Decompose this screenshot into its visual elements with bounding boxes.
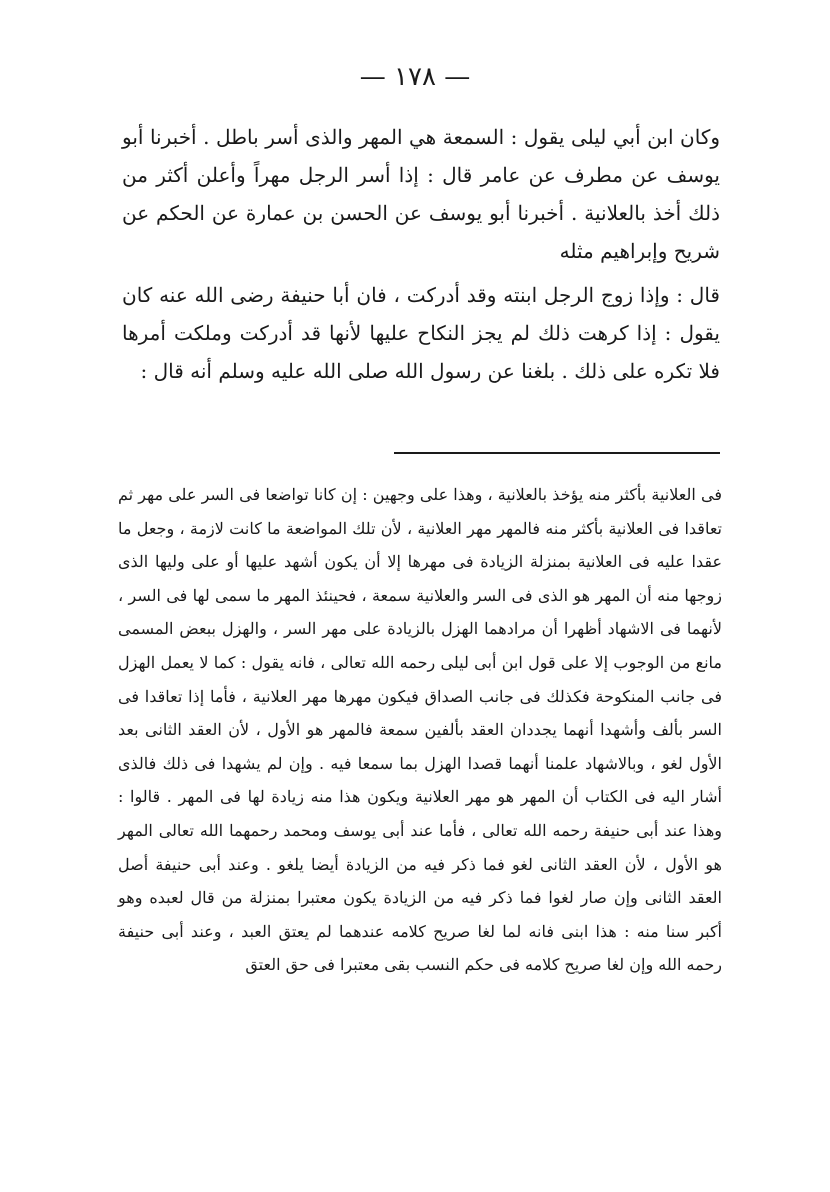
main-paragraph: قال : وإذا زوج الرجل ابنته وقد أدركت ، فان أبا حنيفة رضى الله عنه كان يقول : إذا كرهت ذلك لم يجز النكاح عليها لأنها قد أدركت وملكت أمرها فلا تكره على ذلك . بلغنا عن رسول الله صلى الله عليه وسلم أنه قال : (122, 283, 720, 383)
main-text (122, 118, 720, 390)
main-paragraph: وكان ابن أبي ليلى يقول : السمعة هي المهر والذى أسر باطل . أخبرنا أبو يوسف عن مطرف عن عامر قال : إذا أسر الرجل مهراً وأعلن أكثر من ذلك أخذ بالعلانية . أخبرنا أبو يوسف عن الحسن بن عمارة عن الحكم عن شريح وإبراهيم مثله (122, 125, 721, 263)
footnote-paragraph: فى العلانية بأكثر منه يؤخذ بالعلانية ، وهذا على وجهين : إن كانا تواضعا فى السر على مهر ثم تعاقدا فى العلانية بأكثر منه فالمهر مهر العلانية ، لأن تلك المواضعة ما كانت لازمة ، وجعل ما عقدا عليه فى العلانية بمنزلة الزيادة فى مهرها إلا أن يكون أشهد عليها أو على وليها الذى زوجها منه أن المهر هو الذى فى السر والعلانية سمعة ، فحينئذ المهر ما سمى لها فى السر ، لأنهما فى الاشهاد أظهرا أن مرادهما الهزل بالزيادة على مهر السر ، والهزل ببعض المسمى مانع من الوجوب إلا على قول ابن أبى ليلى رحمه الله تعالى ، فانه يقول : كما لا يعمل الهزل فى جانب المنكوحة فكذلك فى جانب الصداق فيكون مهرها مهر العلانية ، فأما إذا تعاقدا فى السر بألف وأشهدا أنهما يجددان العقد بألفين سمعة فالمهر هو الأول ، لأن العقد الثانى بعد الأول لغو ، وبالاشهاد علمنا أنهما قصدا الهزل بما سمعا فيه . وإن لم يشهدا فى ذلك فالذى أشار اليه فى الكتاب أن المهر هو مهر العلانية ويكون هذا منه زيادة لها فى المهر . قالوا : وهذا عند أبى حنيفة رحمه الله تعالى ، فأما عند أبى يوسف ومحمد رحمهما الله تعالى المهر هو الأول ، لأن العقد الثانى لغو فما ذكر فيه من الزيادة أيضا يلغو . وعند أبى حنيفة أصل العقد الثانى وإن صار لغوا فما ذكر فيه من الزيادة يكون معتبرا بمنزلة من قال لعبده وهو أكبر سنا منه : هذا ابنى فانه لما لغا صريح كلامه عندهما لم يعتق العبد ، وعند أبى حنيفة رحمه الله وإن لغا صريح كلامه فى حكم النسب بقى معتبرا فى حق العتق (118, 485, 723, 975)
page-number: — ١٧٨ — (359, 62, 471, 92)
footnote-divider (394, 452, 720, 454)
footnote (118, 478, 722, 982)
